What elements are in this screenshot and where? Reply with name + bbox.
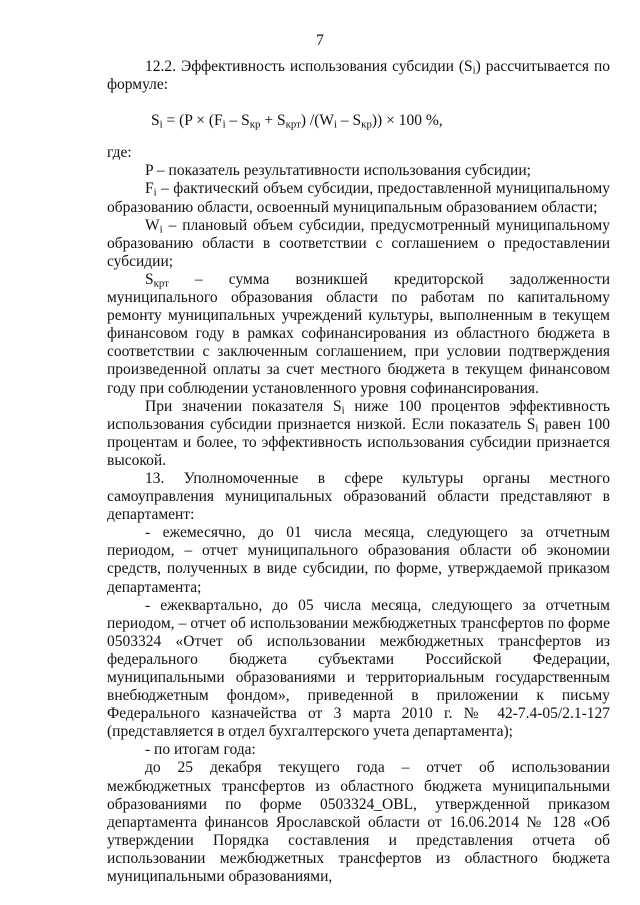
paragraph-12-2: 12.2. Эффективность использования субсидии $(S_i)$ рассчитывается по формуле: bbox=[107, 58, 610, 94]
paragraph-13: 13. Уполномоченные в сфере культуры органы местного самоуправления муниципальных образований области представляют в департамент: bbox=[107, 469, 610, 524]
page-number: 7 bbox=[316, 32, 324, 49]
definition-w: $W_i$ – плановый объем субсидии, предусмотренный муниципальному образованию области в соответствии с соглашением о предоставлении субсидии; bbox=[107, 216, 610, 270]
list-item-monthly: - ежемесячно, до 01 числа месяца, следующего за отчетным периодом, – отчет муниципального образования области об экономии средств, полученных в виде субсидии, по форме, утверждаемой приказом департамента; bbox=[107, 524, 610, 596]
list-item-quarterly: - ежеквартально, до 05 числа месяца, следующего за отчетным периодом, – отчет об использовании межбюджетных трансфертов по форме 0503324 «Отчет об использовании межбюджетных трансфертов из федерального бюджета субъектами Российской Федерации, муниципальными образованиями и территориальным государственным внебюджетным фондом», приведенной в приложении к письму Федерального казначейства от 3 марта 2010 г. № 42-7.4-05/2.1-127 (представляется в отдел бухгалтерского учета департамента); bbox=[107, 596, 610, 741]
definition-s-krt: $S_{крт}$ – сумма возникшей кредиторской задолженности муниципального образования области по работам по капитальному ремонту муниципальных учреждений культуры, выполненным в текущем финансовом году в рамках софинансирования из областного бюджета в соответствии с заключенным соглашением, при условии подтверждения произведенной оплаты за счет местного бюджета в текущем финансовом году при соблюдении установленного уровня софинансирования. bbox=[107, 270, 610, 397]
where-label: где: bbox=[107, 144, 132, 162]
efficiency-evaluation: При значении показателя $S_i$ ниже 100 процентов эффективность использования субсидии признается низкой. Если показатель $S_i$ равен 100 процентам и более, то эффективность использования субсидии признается высокой. bbox=[107, 397, 610, 469]
document-body bbox=[107, 58, 610, 886]
paragraph-december: до 25 декабря текущего года – отчет об использовании межбюджетных трансфертов из областного бюджета муниципальными образованиями по форме 0503324_OBL, утвержденной приказом департамента финансов Ярославской области от 16.06.2014 № 128 «Об утверждении Порядка составления и представления отчета об использовании межбюджетных трансфертов из областного бюджета муниципальными образованиями, bbox=[107, 759, 610, 886]
definition-p: P – показатель результативности использования субсидии; bbox=[145, 162, 531, 180]
efficiency-formula: $S_i = (P \times (F_i - S_{кр} + S_{крт})$ $/(W_i - S_{кр})) \times 100$ %, bbox=[151, 112, 443, 131]
list-item-yearly: - по итогам года: bbox=[145, 741, 256, 759]
definition-f: $F_i$ – фактический объем субсидии, предоставленной муниципальному образованию области, освоенный муниципальным образованием области; bbox=[107, 180, 610, 216]
